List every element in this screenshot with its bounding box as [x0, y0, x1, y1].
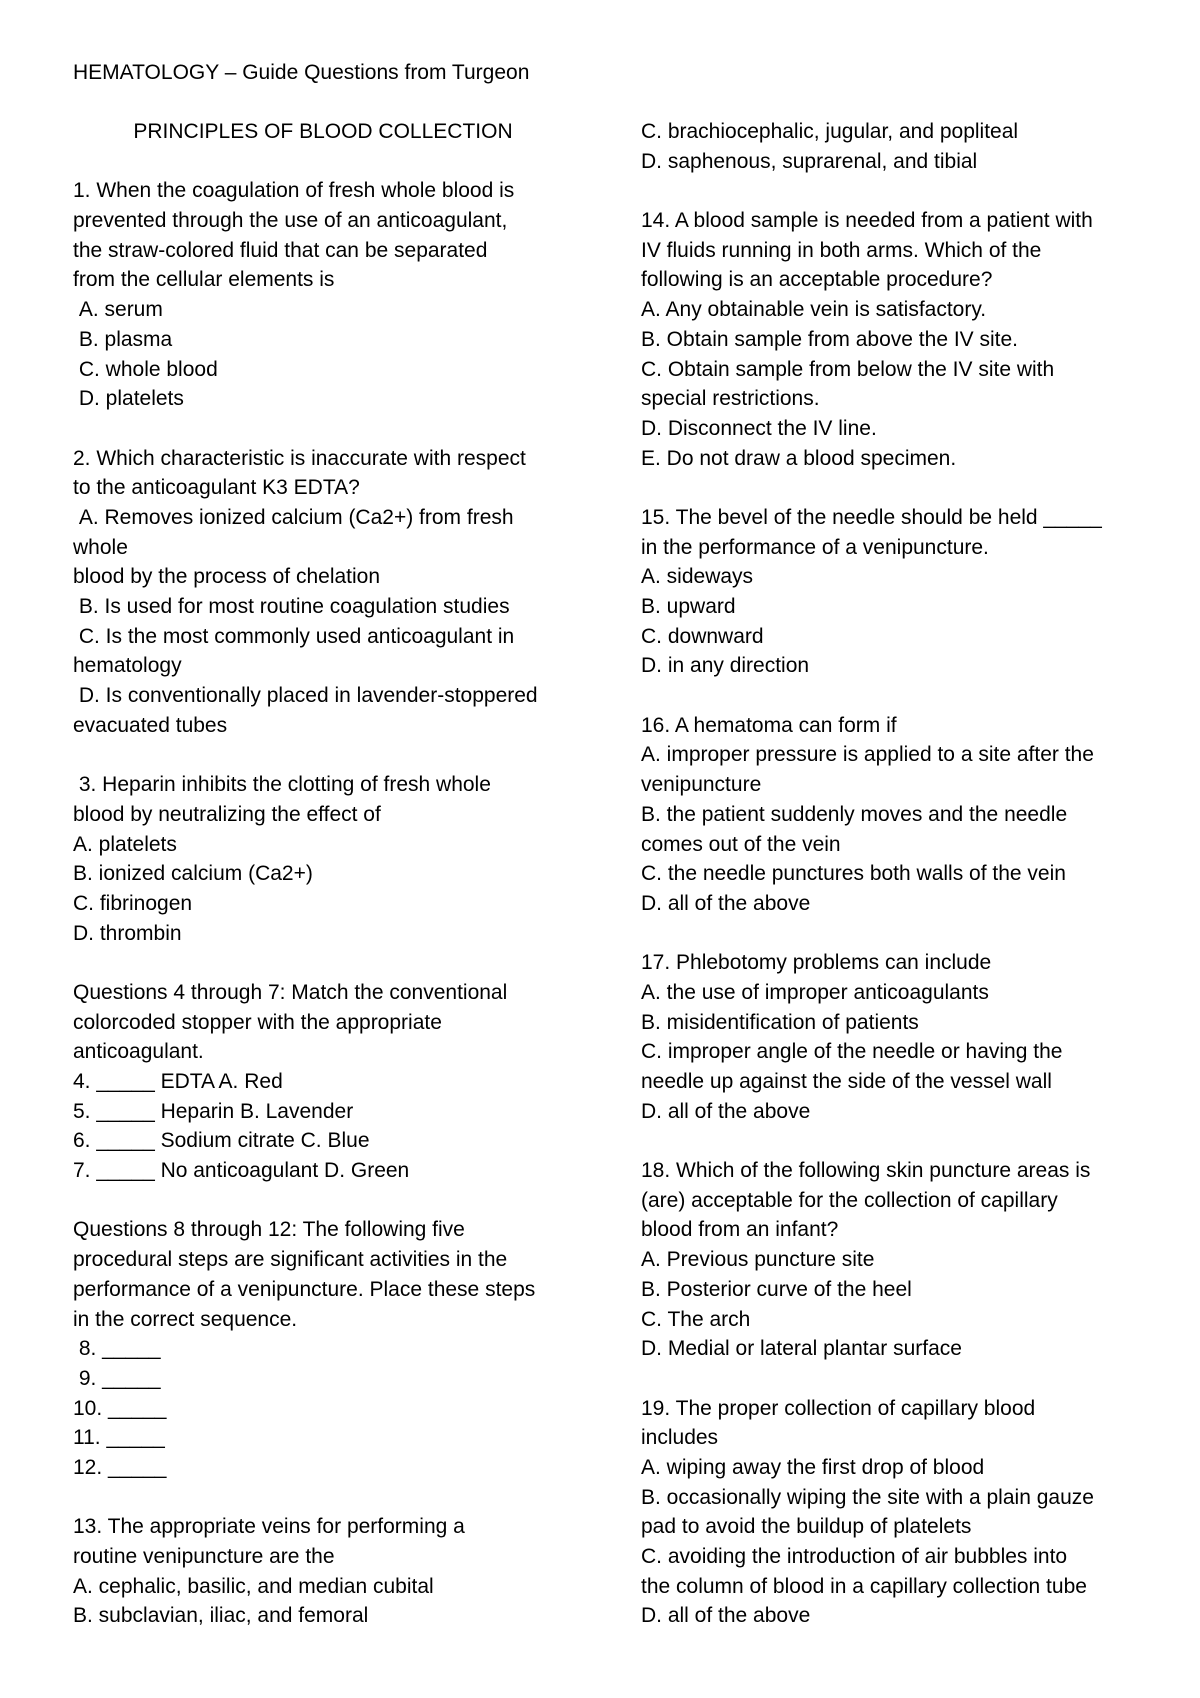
blank-line — [641, 473, 1161, 503]
right-text-line: D. all of the above — [641, 891, 811, 915]
left-text-line: blood by the process of chelation — [73, 565, 381, 589]
left-column — [73, 117, 573, 1631]
left-text-line: 1. When the coagulation of fresh whole blood is — [73, 179, 515, 203]
left-text-line: hematology — [73, 654, 182, 678]
right-text-line: 17. Phlebotomy problems can include — [641, 951, 992, 975]
right-text-line: (are) acceptable for the collection of capillary — [641, 1188, 1058, 1212]
right-text-line: IV fluids running in both arms. Which of the — [641, 238, 1042, 262]
right-text-line: D. Medial or lateral plantar surface — [641, 1337, 962, 1361]
left-text-line: the straw-colored fluid that can be separated — [73, 238, 488, 262]
left-text-line: procedural steps are significant activities in the — [73, 1248, 508, 1272]
right-text-line: B. occasionally wiping the site with a plain gauze — [641, 1485, 1094, 1509]
left-text-line: evacuated tubes — [73, 713, 228, 737]
right-text-line: needle up against the side of the vessel wall — [641, 1070, 1052, 1093]
right-text-line: B. misidentification of patients — [641, 1010, 919, 1034]
left-text-line: 7. _____ No anticoagulant D. Green — [73, 1159, 410, 1183]
left-text-line: blood by neutralizing the effect of — [73, 802, 381, 826]
right-text-line: 18. Which of the following skin puncture areas is — [641, 1159, 1091, 1183]
right-text-line: pad to avoid the buildup of platelets — [641, 1515, 972, 1539]
left-text-line: prevented through the use of an anticoagulant, — [73, 209, 508, 233]
blank-line — [73, 1483, 573, 1513]
left-text-line: A. cephalic, basilic, and median cubital — [73, 1574, 434, 1598]
right-text-line: C. The arch — [641, 1307, 751, 1331]
blank-line — [73, 948, 573, 978]
left-text-line: routine venipuncture are the — [73, 1545, 335, 1568]
right-text-line: venipuncture — [641, 773, 762, 797]
right-text-line: A. improper pressure is applied to a site after the — [641, 743, 1094, 767]
left-text-line: from the cellular elements is — [73, 268, 335, 292]
right-text-line: D. all of the above — [641, 1604, 811, 1628]
left-text-line: B. ionized calcium (Ca2+) — [73, 862, 313, 886]
left-text-line: 10. _____ — [73, 1396, 167, 1420]
right-text-line: 19. The proper collection of capillary blood — [641, 1396, 1036, 1420]
left-text-line: 6. _____ Sodium citrate C. Blue — [73, 1129, 370, 1153]
left-text-line: 4. _____ EDTA A. Red — [73, 1070, 283, 1093]
document-header: HEMATOLOGY – Guide Questions from Turgeon — [73, 61, 530, 84]
right-text-line: includes — [641, 1426, 719, 1450]
right-column — [641, 117, 1161, 1631]
blank-line — [641, 681, 1161, 711]
left-text-line: 2. Which characteristic is inaccurate with respect — [73, 446, 526, 470]
right-text-line: B. the patient suddenly moves and the needle — [641, 802, 1068, 826]
left-text-line: C. fibrinogen — [73, 891, 193, 915]
right-text-line: A. wiping away the first drop of blood — [641, 1455, 985, 1479]
right-text-line: C. improper angle of the needle or having the — [641, 1040, 1063, 1064]
left-text-line: A. Removes ionized calcium (Ca2+) from fresh — [73, 505, 514, 529]
blank-line — [641, 176, 1161, 206]
right-text-line: E. Do not draw a blood specimen. — [641, 446, 957, 470]
right-text-line: D. in any direction — [641, 654, 810, 678]
right-text-line: D. all of the above — [641, 1099, 811, 1123]
right-text-line: 14. A blood sample is needed from a patient with — [641, 209, 1093, 233]
right-text-line: special restrictions. — [641, 387, 820, 411]
left-text-line: D. platelets — [73, 387, 184, 411]
left-text-line: C. whole blood — [73, 357, 218, 381]
right-text-line: B. upward — [641, 595, 736, 618]
right-text-line: D. Disconnect the IV line. — [641, 416, 877, 440]
right-text-line: the column of blood in a capillary collection tube — [641, 1574, 1087, 1598]
right-text-line: B. Obtain sample from above the IV site. — [641, 327, 1019, 351]
right-text-line: comes out of the vein — [641, 832, 841, 856]
left-text-line: 3. Heparin inhibits the clotting of fresh whole — [73, 773, 491, 797]
blank-line — [73, 147, 573, 177]
blank-line — [641, 1126, 1161, 1156]
left-text-line: A. serum — [73, 298, 163, 322]
left-text-line: Questions 8 through 12: The following five — [73, 1218, 465, 1242]
blank-line — [73, 414, 573, 444]
right-text-line: blood from an infant? — [641, 1218, 839, 1242]
blank-line — [73, 1186, 573, 1216]
left-text-line: D. thrombin — [73, 921, 182, 945]
left-text-line: whole — [73, 535, 128, 559]
right-text-line: following is an acceptable procedure? — [641, 268, 993, 292]
right-text-line: B. Posterior curve of the heel — [641, 1277, 912, 1301]
left-text-line: in the correct sequence. — [73, 1307, 298, 1331]
right-text-line: in the performance of a venipuncture. — [641, 535, 989, 559]
left-text-line: C. Is the most commonly used anticoagulant in — [73, 624, 515, 648]
left-text-line: Questions 4 through 7: Match the conventional — [73, 980, 508, 1004]
left-text-line: B. Is used for most routine coagulation studies — [73, 595, 510, 618]
left-text-line: 5. _____ Heparin B. Lavender — [73, 1099, 354, 1123]
left-text-line: B. subclavian, iliac, and femoral — [73, 1604, 369, 1628]
right-text-line: C. Obtain sample from below the IV site with — [641, 357, 1055, 381]
right-text-line: C. avoiding the introduction of air bubbles into — [641, 1545, 1068, 1568]
right-text-line: D. saphenous, suprarenal, and tibial — [641, 149, 978, 173]
right-text-line: A. sideways — [641, 565, 754, 589]
left-text-line: 9. _____ — [73, 1366, 161, 1390]
left-text-line: to the anticoagulant K3 EDTA? — [73, 476, 360, 500]
right-text-line: A. the use of improper anticoagulants — [641, 980, 989, 1004]
left-text-line: 8. _____ — [73, 1337, 161, 1361]
left-text-line: 13. The appropriate veins for performing a — [73, 1515, 465, 1539]
left-text-line: 12. _____ — [73, 1455, 167, 1479]
left-text-line: 11. _____ — [73, 1426, 165, 1450]
right-text-line: A. Previous puncture site — [641, 1248, 875, 1272]
left-text-line: performance of a venipuncture. Place these steps — [73, 1277, 536, 1301]
blank-line — [641, 919, 1161, 949]
right-text-line: C. downward — [641, 624, 764, 648]
left-text-line: D. Is conventionally placed in lavender-stoppered — [73, 684, 538, 708]
left-text-line: colorcoded stopper with the appropriate — [73, 1010, 442, 1034]
right-text-line: 16. A hematoma can form if — [641, 713, 897, 737]
right-text-line: 15. The bevel of the needle should be held _____ — [641, 505, 1102, 529]
section-title: PRINCIPLES OF BLOOD COLLECTION — [133, 120, 513, 143]
right-text-line: C. the needle punctures both walls of the vein — [641, 862, 1066, 886]
right-text-line: C. brachiocephalic, jugular, and popliteal — [641, 120, 1019, 143]
right-text-line: A. Any obtainable vein is satisfactory. — [641, 298, 987, 322]
left-text-line: anticoagulant. — [73, 1040, 204, 1064]
blank-line — [641, 1364, 1161, 1394]
blank-line — [73, 740, 573, 770]
left-text-line: B. plasma — [73, 327, 173, 351]
left-text-line: A. platelets — [73, 832, 177, 856]
